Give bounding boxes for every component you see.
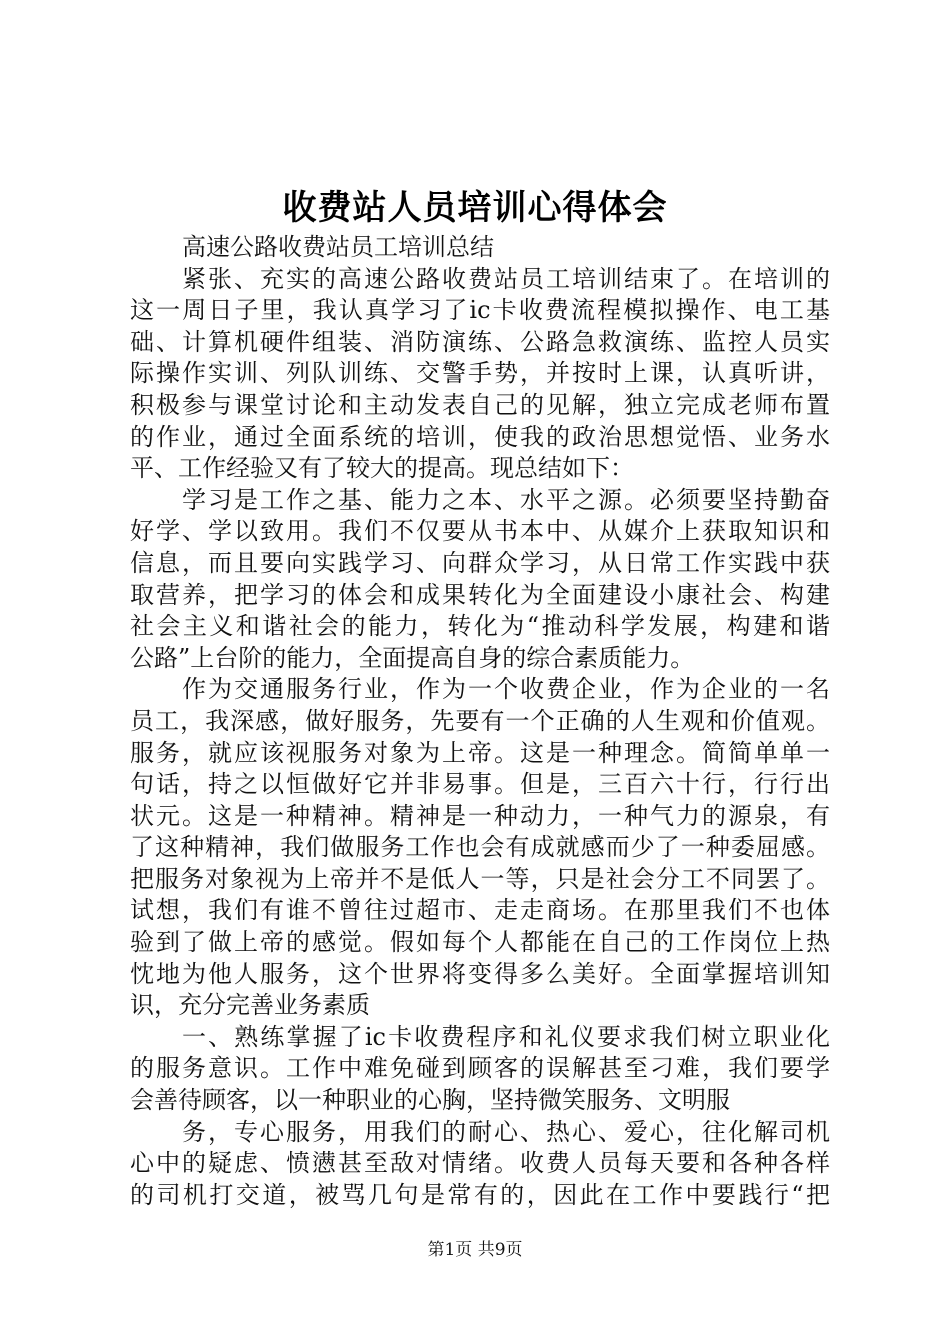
document-title: 收费站人员培训心得体会: [282, 188, 668, 228]
text-line: 了这种精神，我们做服务工作也会有成就感而少了一种委屈感。: [130, 833, 830, 862]
text-line: 作为交通服务行业，作为一个收费企业，作为企业的一名: [182, 675, 830, 704]
text-line: 础、计算机硬件组装、消防演练、公路急救演练、监控人员实: [130, 327, 830, 356]
text-line: 高速公路收费站员工培训总结: [182, 233, 494, 261]
text-line: 紧张、充实的高速公路收费站员工培训结束了。在培训的: [182, 264, 830, 293]
text-line: 公路”上台阶的能力，全面提高自身的综合素质能力。: [130, 643, 695, 672]
text-line: 学习是工作之基、能力之本、水平之源。必须要坚持勤奋: [182, 485, 830, 514]
text-line: 这一周日子里，我认真学习了ic卡收费流程模拟操作、电工基: [130, 296, 830, 325]
text-line: 积极参与课堂讨论和主动发表自己的见解，独立完成老师布置: [130, 390, 830, 419]
text-line: 的作业，通过全面系统的培训，使我的政治思想觉悟、业务水: [130, 422, 830, 451]
text-line: 员工，我深感，做好服务，先要有一个正确的人生观和价值观。: [130, 706, 830, 735]
text-line: 试想，我们有谁不曾往过超市、走走商场。在那里我们不也体: [130, 896, 830, 925]
text-line: 社会主义和谐社会的能力，转化为“推动科学发展，构建和谐: [130, 612, 830, 641]
text-line: 忱地为他人服务，这个世界将变得多么美好。全面掌握培训知: [130, 959, 830, 988]
text-line: 取营养，把学习的体会和成果转化为全面建设小康社会、构建: [130, 580, 830, 609]
text-line: 把服务对象视为上帝并不是低人一等，只是社会分工不同罢了。: [130, 864, 830, 893]
text-line: 好学、学以致用。我们不仅要从书本中、从媒介上获取知识和: [130, 517, 830, 546]
text-line: 平、工作经验又有了较大的提高。现总结如下：: [130, 454, 634, 483]
text-line: 的司机打交道，被骂几句是常有的，因此在工作中要践行“把: [130, 1180, 830, 1209]
document-body: [130, 232, 830, 1211]
text-line: 务，专心服务，用我们的耐心、热心、爱心，往化解司机: [182, 1117, 830, 1146]
text-line: 的服务意识。工作中难免碰到顾客的误解甚至刁难，我们要学: [130, 1054, 830, 1083]
text-line: 一、熟练掌握了ic卡收费程序和礼仪要求我们树立职业化: [182, 1022, 830, 1051]
text-line: 句话，持之以恒做好它并非易事。但是，三百六十行，行行出: [130, 770, 830, 799]
text-line: 际操作实训、列队训练、交警手势，并按时上课，认真听讲，: [130, 359, 830, 388]
text-line: 验到了做上帝的感觉。假如每个人都能在自己的工作岗位上热: [130, 928, 830, 957]
text-line: 状元。这是一种精神。精神是一种动力，一种气力的源泉，有: [130, 801, 830, 830]
text-line: 心中的疑虑、愤懑甚至敌对情绪。收费人员每天要和各种各样: [130, 1149, 830, 1178]
text-line: 识，充分完善业务素质: [130, 991, 370, 1020]
text-line: 服务，就应该视服务对象为上帝。这是一种理念。简简单单一: [130, 738, 830, 767]
page-footer: 第1页 共9页: [427, 1240, 523, 1260]
text-line: 会善待顾客，以一种职业的心胸，坚持微笑服务、文明服: [130, 1086, 730, 1115]
text-line: 信息，而且要向实践学习、向群众学习，从日常工作实践中获: [130, 548, 830, 577]
